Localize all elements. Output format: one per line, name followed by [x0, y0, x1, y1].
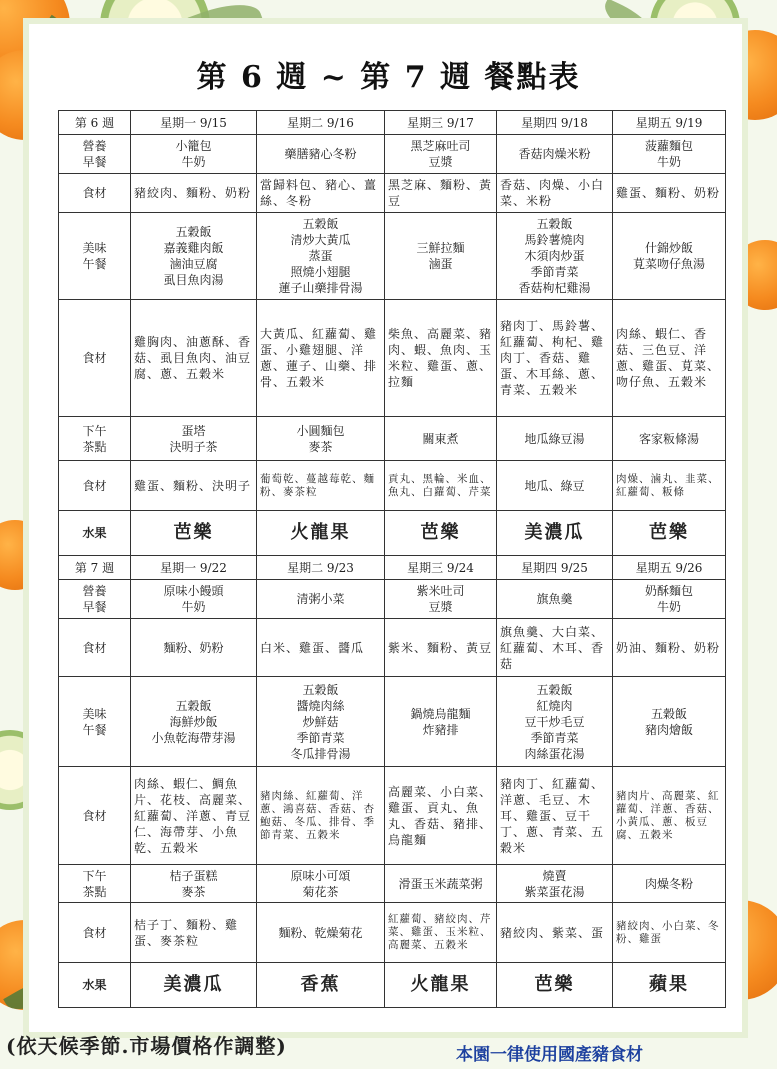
- menu-cell: 客家粄條湯: [613, 417, 726, 461]
- row-label: 水果: [59, 963, 131, 1008]
- menu-cell: 小籠包 牛奶: [131, 135, 257, 174]
- week6-header-row: [59, 111, 726, 135]
- day-header: 星期四 9/18: [497, 111, 613, 135]
- week6-lunch-row: [59, 213, 726, 300]
- row-label: 美味 午餐: [59, 213, 131, 300]
- week6-lunch-ingredients-row: [59, 300, 726, 417]
- day-header: 星期五 9/26: [613, 556, 726, 580]
- menu-cell: 奶酥麵包 牛奶: [613, 580, 726, 619]
- day-header: 星期四 9/25: [497, 556, 613, 580]
- adjustment-note: (依天候季節.市場價格作調整): [6, 1034, 287, 1058]
- ingredient-cell: 旗魚羹、大白菜、紅蘿蔔、木耳、香菇: [497, 619, 613, 677]
- menu-cell: 什錦炒飯 莧菜吻仔魚湯: [613, 213, 726, 300]
- ingredient-cell: 雞胸肉、油蔥酥、香菇、虱目魚肉、油豆腐、蔥、五穀米: [131, 300, 257, 417]
- menu-cell: 原味小饅頭 牛奶: [131, 580, 257, 619]
- row-label: 營養 早餐: [59, 580, 131, 619]
- menu-cell: 清粥小菜: [257, 580, 385, 619]
- page-title: 第 6 週 ~ 第 7 週 餐點表: [196, 60, 581, 95]
- week-label: 第 7 週: [59, 556, 131, 580]
- fruit-cell: 芭樂: [385, 511, 497, 556]
- menu-cell: 地瓜綠豆湯: [497, 417, 613, 461]
- week7-lunch-row: [59, 677, 726, 767]
- week6-snack-row: [59, 417, 726, 461]
- ingredient-cell: 貢丸、黑輪、米血、魚丸、白蘿蔔、芹菜: [385, 461, 497, 511]
- week6-snack-ingredients-row: [59, 461, 726, 511]
- ingredient-cell: 肉絲、蝦仁、鯛魚片、花枝、高麗菜、紅蘿蔔、洋蔥、青豆仁、海帶芽、小魚乾、五穀米: [131, 767, 257, 865]
- menu-cell: 肉燥冬粉: [613, 865, 726, 903]
- menu-cell: 滑蛋玉米蔬菜粥: [385, 865, 497, 903]
- row-label: 食材: [59, 461, 131, 511]
- row-label: 美味 午餐: [59, 677, 131, 767]
- row-label: 食材: [59, 903, 131, 963]
- menu-cell: 黑芝麻吐司 豆漿: [385, 135, 497, 174]
- fruit-cell: 芭樂: [613, 511, 726, 556]
- week6-breakfast-row: [59, 135, 726, 174]
- ingredient-cell: 葡萄乾、蔓越莓乾、麵粉、麥茶粒: [257, 461, 385, 511]
- week7-snack-ingredients-row: [59, 903, 726, 963]
- week-label: 第 6 週: [59, 111, 131, 135]
- day-header: 星期一 9/22: [131, 556, 257, 580]
- week7-fruit-row: [59, 963, 726, 1008]
- week6-breakfast-ingredients-row: [59, 174, 726, 213]
- menu-cell: 菠蘿麵包 牛奶: [613, 135, 726, 174]
- week7-snack-row: [59, 865, 726, 903]
- menu-cell: 蛋塔 決明子茶: [131, 417, 257, 461]
- ingredient-cell: 豬肉片、高麗菜、紅蘿蔔、洋蔥、香菇、小黃瓜、蔥、板豆腐、五穀米: [613, 767, 726, 865]
- row-label: 下午 茶點: [59, 417, 131, 461]
- row-label: 食材: [59, 300, 131, 417]
- week7-breakfast-row: [59, 580, 726, 619]
- row-label: 食材: [59, 174, 131, 213]
- ingredient-cell: 豬絞肉、小白菜、冬粉、雞蛋: [613, 903, 726, 963]
- ingredient-cell: 麵粉、奶粉: [131, 619, 257, 677]
- menu-cell: 五穀飯 紅燒肉 豆干炒毛豆 季節青菜 肉絲蛋花湯: [497, 677, 613, 767]
- menu-cell: 五穀飯 清炒大黃瓜 蒸蛋 照燒小翅腿 蓮子山藥排骨湯: [257, 213, 385, 300]
- menu-cell: 鍋燒烏龍麵 炸豬排: [385, 677, 497, 767]
- menu-cell: 紫米吐司 豆漿: [385, 580, 497, 619]
- menu-cell: 關東煮: [385, 417, 497, 461]
- menu-cell: 五穀飯 馬鈴薯燒肉 木須肉炒蛋 季節青菜 香菇枸杞雞湯: [497, 213, 613, 300]
- ingredient-cell: 雞蛋、麵粉、決明子: [131, 461, 257, 511]
- week7-lunch-ingredients-row: [59, 767, 726, 865]
- day-header: 星期一 9/15: [131, 111, 257, 135]
- menu-cell: 五穀飯 海鮮炒飯 小魚乾海帶芽湯: [131, 677, 257, 767]
- ingredient-cell: 地瓜、綠豆: [497, 461, 613, 511]
- day-header: 星期五 9/19: [613, 111, 726, 135]
- ingredient-cell: 豬肉丁、馬鈴薯、紅蘿蔔、枸杞、雞肉丁、香菇、雞蛋、木耳絲、蔥、青菜、五穀米: [497, 300, 613, 417]
- fruit-cell: 火龍果: [257, 511, 385, 556]
- pork-origin-note: 本園一律使用國產豬食材: [456, 1045, 643, 1065]
- menu-cell: 小圓麵包 麥茶: [257, 417, 385, 461]
- menu-cell: 五穀飯 醬燒肉絲 炒鮮菇 季節青菜 冬瓜排骨湯: [257, 677, 385, 767]
- ingredient-cell: 麵粉、乾燥菊花: [257, 903, 385, 963]
- menu-cell: 三鮮拉麵 滷蛋: [385, 213, 497, 300]
- ingredient-cell: 肉燥、滷丸、韭菜、紅蘿蔔、粄條: [613, 461, 726, 511]
- ingredient-cell: 黑芝麻、麵粉、黃豆: [385, 174, 497, 213]
- fruit-cell: 芭樂: [497, 963, 613, 1008]
- day-header: 星期二 9/16: [257, 111, 385, 135]
- row-label: 食材: [59, 619, 131, 677]
- day-header: 星期三 9/17: [385, 111, 497, 135]
- ingredient-cell: 豬肉絲、紅蘿蔔、洋蔥、鴻喜菇、香菇、杏鮑菇、冬瓜、排骨、季節青菜、五穀米: [257, 767, 385, 865]
- fruit-cell: 美濃瓜: [131, 963, 257, 1008]
- menu-cell: 原味小可頌 菊花茶: [257, 865, 385, 903]
- fruit-cell: 蘋果: [613, 963, 726, 1008]
- ingredient-cell: 豬絞肉、麵粉、奶粉: [131, 174, 257, 213]
- ingredient-cell: 肉絲、蝦仁、香菇、三色豆、洋蔥、雞蛋、莧菜、吻仔魚、五穀米: [613, 300, 726, 417]
- ingredient-cell: 奶油、麵粉、奶粉: [613, 619, 726, 677]
- ingredient-cell: 高麗菜、小白菜、雞蛋、貢丸、魚丸、香菇、豬排、烏龍麵: [385, 767, 497, 865]
- row-label: 食材: [59, 767, 131, 865]
- ingredient-cell: 紫米、麵粉、黃豆: [385, 619, 497, 677]
- menu-cell: 桔子蛋糕 麥茶: [131, 865, 257, 903]
- row-label: 下午 茶點: [59, 865, 131, 903]
- fruit-cell: 香蕉: [257, 963, 385, 1008]
- ingredient-cell: 香菇、肉燥、小白菜、米粉: [497, 174, 613, 213]
- ingredient-cell: 紅蘿蔔、豬絞肉、芹菜、雞蛋、玉米粒、高麗菜、五穀米: [385, 903, 497, 963]
- fruit-cell: 芭樂: [131, 511, 257, 556]
- menu-cell: 五穀飯 嘉義雞肉飯 滷油豆腐 虱目魚肉湯: [131, 213, 257, 300]
- ingredient-cell: 當歸料包、豬心、薑絲、冬粉: [257, 174, 385, 213]
- menu-cell: 燒賣 紫菜蛋花湯: [497, 865, 613, 903]
- row-label: 營養 早餐: [59, 135, 131, 174]
- menu-cell: 藥膳豬心冬粉: [257, 135, 385, 174]
- menu-cell: 香菇肉燥米粉: [497, 135, 613, 174]
- fruit-cell: 美濃瓜: [497, 511, 613, 556]
- menu-cell: 旗魚羹: [497, 580, 613, 619]
- day-header: 星期三 9/24: [385, 556, 497, 580]
- ingredient-cell: 桔子丁、麵粉、雞蛋、麥茶粒: [131, 903, 257, 963]
- week6-fruit-row: [59, 511, 726, 556]
- day-header: 星期二 9/23: [257, 556, 385, 580]
- ingredient-cell: 豬肉丁、紅蘿蔔、洋蔥、毛豆、木耳、雞蛋、豆干丁、蔥、青菜、五穀米: [497, 767, 613, 865]
- week7-breakfast-ingredients-row: [59, 619, 726, 677]
- row-label: 水果: [59, 511, 131, 556]
- ingredient-cell: 雞蛋、麵粉、奶粉: [613, 174, 726, 213]
- ingredient-cell: 柴魚、高麗菜、豬肉、蝦、魚肉、玉米粒、雞蛋、蔥、拉麵: [385, 300, 497, 417]
- fruit-cell: 火龍果: [385, 963, 497, 1008]
- ingredient-cell: 大黃瓜、紅蘿蔔、雞蛋、小雞翅腿、洋蔥、蓮子、山藥、排骨、五穀米: [257, 300, 385, 417]
- ingredient-cell: 豬絞肉、紫菜、蛋: [497, 903, 613, 963]
- ingredient-cell: 白米、雞蛋、醬瓜: [257, 619, 385, 677]
- menu-table: [58, 110, 726, 1008]
- menu-cell: 五穀飯 豬肉燴飯: [613, 677, 726, 767]
- week7-header-row: [59, 556, 726, 580]
